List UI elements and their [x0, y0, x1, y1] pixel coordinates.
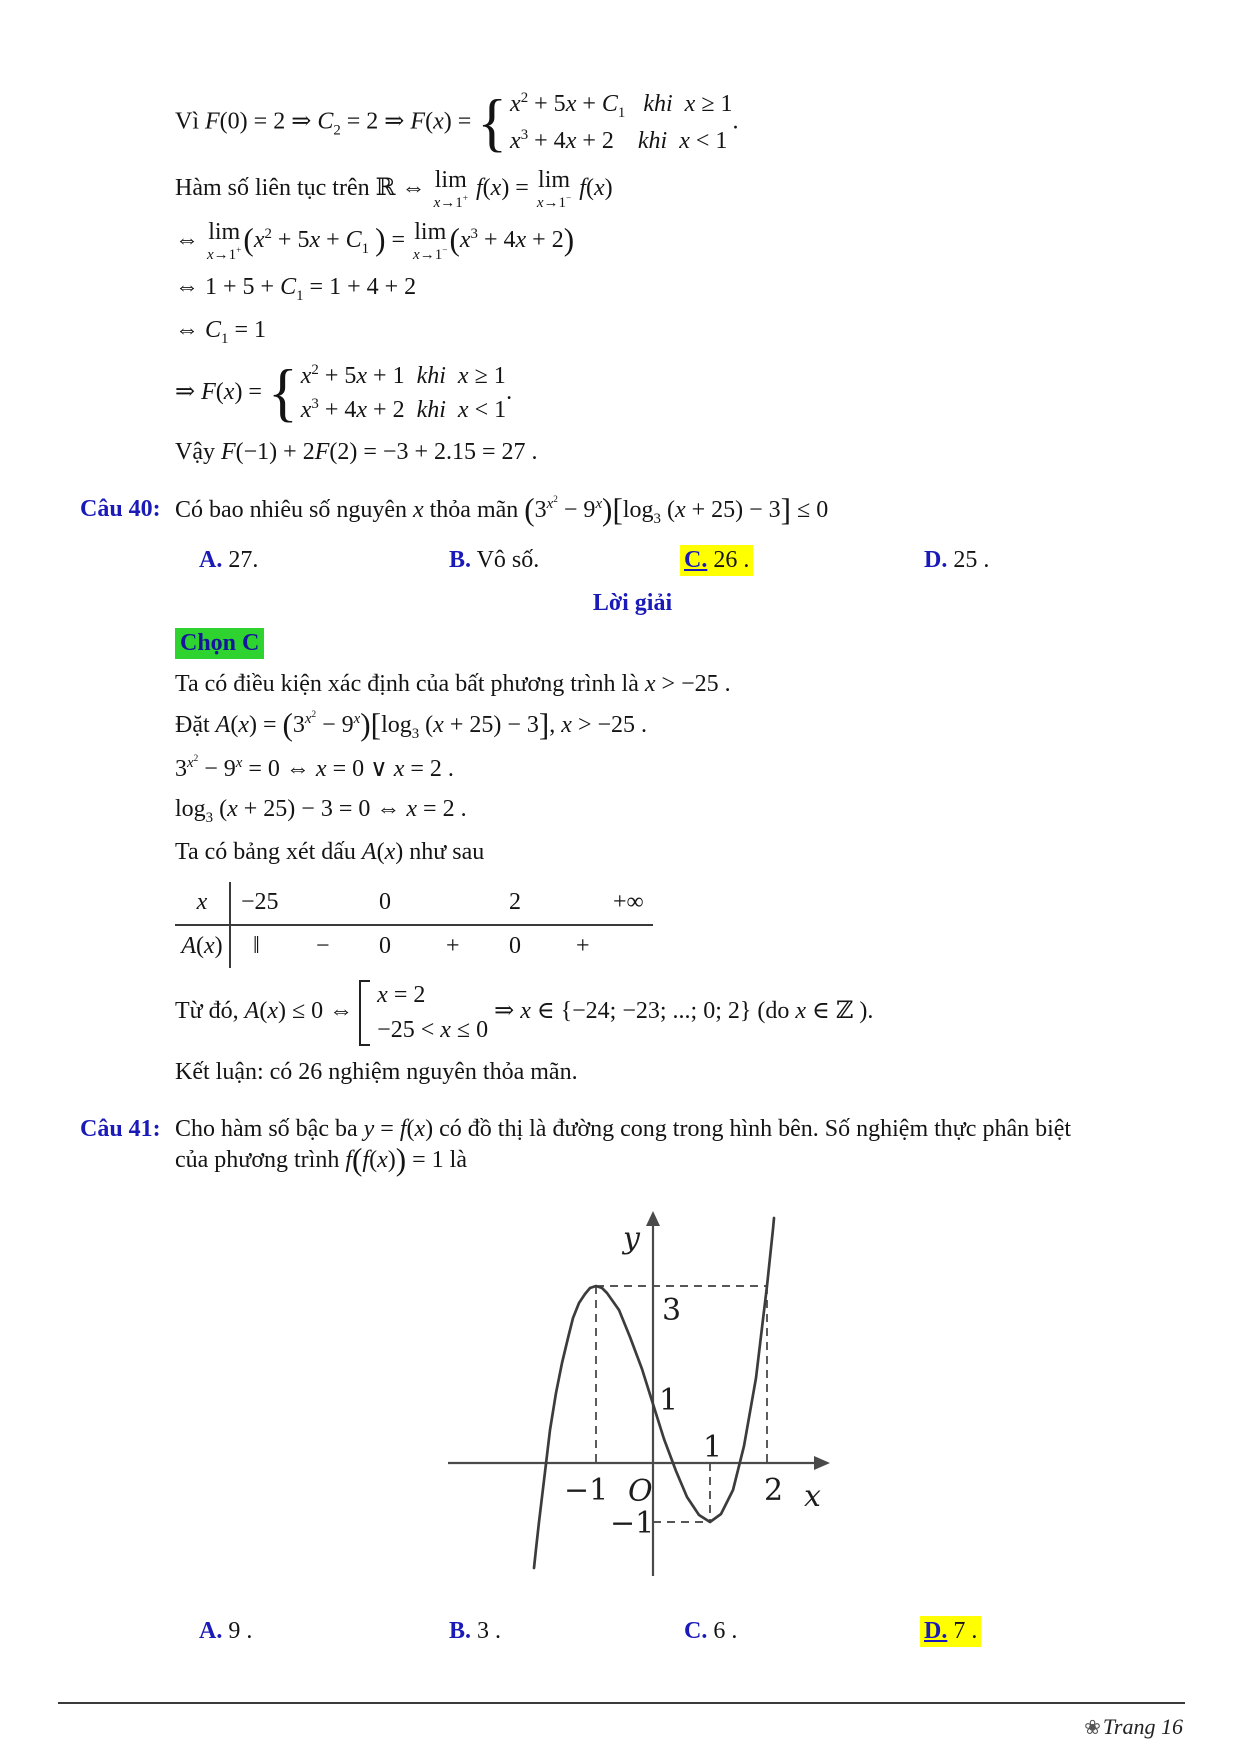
chosen-answer-badge: Chọn C — [175, 628, 264, 659]
math-line: Vì F(0) = 2 ⇒ $C_2 = 2$ ⇒ F(x) = { $x^2 + 5x + C_1$ khi x ≥ 1 $x^3 + 4x + 2$ khi x < 1 . — [175, 86, 739, 159]
solution-line: Kết luận: có 26 nghiệm nguyên thỏa mãn. — [175, 1058, 578, 1085]
question-40-label: Câu 40: — [80, 496, 161, 523]
cubic-graph — [440, 1210, 830, 1582]
math-line: ⇔ lim x→1+ ($x^2 + 5x + C_1$ ) = lim x→1− $(x^3 + 4x + 2)$ — [175, 219, 575, 264]
sign-table — [175, 882, 653, 968]
math-line: Hàm số liên tục trên ℝ ⇔ lim x→1+ f(x) = lim x→1− f(x) — [175, 167, 613, 212]
origin-label: O — [628, 1474, 653, 1510]
solution-line: Ta có điều kiện xác định của bất phương trình là x > −25 . — [175, 670, 731, 697]
option-a: A. 9 . — [199, 1617, 253, 1644]
y-axis-arrow — [646, 1211, 660, 1226]
option-d-correct: D. 7 . — [920, 1616, 1185, 1647]
option-d-text: 7 . — [953, 1617, 978, 1644]
math-line: Vậy F(−1) + 2F(2) = −3 + 2.15 = 27 . — [175, 438, 538, 465]
math-line: $3^{x^2} - 9^x = 0$ ⇔ x = 0 ∨ x = 2 . — [175, 753, 454, 782]
x-tick-minus1: −1 — [564, 1473, 609, 1509]
solution-line: Ta có bảng xét dấu A(x) như sau — [175, 839, 485, 866]
option-d: D. 25 . — [924, 547, 990, 574]
option-c-text: 6 . — [713, 1617, 738, 1644]
question-40-options — [195, 545, 1185, 576]
y-tick-3: 3 — [662, 1293, 682, 1329]
y-tick-minus1: −1 — [610, 1506, 655, 1542]
question-41 — [80, 1114, 1185, 1647]
math-line: Đặt $A(x) = (3^{x^2} - 9^x)[\log_3$ (x + 25) − 3], x > −25 . — [175, 707, 648, 743]
y-tick-1: 1 — [659, 1383, 679, 1419]
option-d-text: 25 . — [953, 547, 990, 574]
sign-table-fx-header: A(x) — [175, 926, 231, 968]
sign-table-x-header: x — [175, 882, 231, 924]
page-footer — [1084, 1713, 1183, 1742]
solution-heading: Lời giải — [592, 590, 673, 617]
cubic-graph-figure — [440, 1210, 1185, 1591]
option-a-text: 27. — [228, 547, 259, 574]
option-c-text: 26 . — [713, 547, 750, 574]
option-b-text: 3 . — [477, 1617, 502, 1644]
x-tick-1: 1 — [703, 1430, 723, 1466]
option-a: A. 27. — [199, 547, 259, 574]
question-41-text: Cho hàm số bậc ba y = f(x) có đồ thị là đường cong trong hình bên. Số nghiệm thực phân biệt của phương trình f(f(x)) = 1 là — [175, 1116, 1072, 1178]
question-40-text: Có bao nhiêu số nguyên x thỏa mãn $(3^{x^2} - 9^x)[\log_3$ (x + 25) − 3] ≤ 0 — [175, 492, 829, 528]
option-c-correct: C. 26 . — [680, 545, 920, 576]
page-number: Trang 16 — [1102, 1714, 1183, 1740]
math-line: ⇔ $C_1 = 1$ — [175, 317, 266, 348]
math-line: ⇔ $1 + 5 + C_1 = 1 + 4 + 2$ — [175, 274, 417, 305]
footer-divider — [58, 1702, 1185, 1704]
question-41-options — [195, 1616, 1185, 1647]
x-axis-label: x — [804, 1479, 821, 1515]
option-b-text: Vô số. — [476, 547, 540, 574]
y-axis-label: y — [623, 1221, 640, 1257]
question-41-label: Câu 41: — [80, 1116, 161, 1143]
math-line: Từ đó, A(x) ≤ 0 ⇔ x = 2 −25 < x ≤ 0 ⇒ x ∈ {−24; −23; ...; 0; 2} (do x ∈ ℤ ). — [175, 978, 1185, 1047]
x-axis-arrow — [814, 1456, 830, 1470]
math-line: $\log_3 (x + 25) - 3 = 0$ ⇔ x = 2 . — [175, 796, 467, 826]
sign-table-signs: ‖ − 0 + 0 + — [253, 933, 590, 960]
sign-table-x-values: −25 0 2 +∞ — [241, 889, 644, 916]
option-a-text: 9 . — [228, 1617, 253, 1644]
solution-previous-question — [80, 87, 1185, 468]
math-line: ⇒ F(x) = { $x^2 + 5x + 1$ khi x ≥ 1 $x^3 + 4x + 2$ khi x < 1 . — [175, 357, 513, 429]
flower-icon: ❀ — [1084, 1717, 1101, 1740]
option-b: B. Vô số. — [449, 547, 540, 574]
question-40 — [80, 494, 1185, 1088]
option-c: C. 6 . — [684, 1617, 738, 1644]
x-tick-2: 2 — [764, 1473, 784, 1509]
option-b: B. 3 . — [449, 1617, 502, 1644]
